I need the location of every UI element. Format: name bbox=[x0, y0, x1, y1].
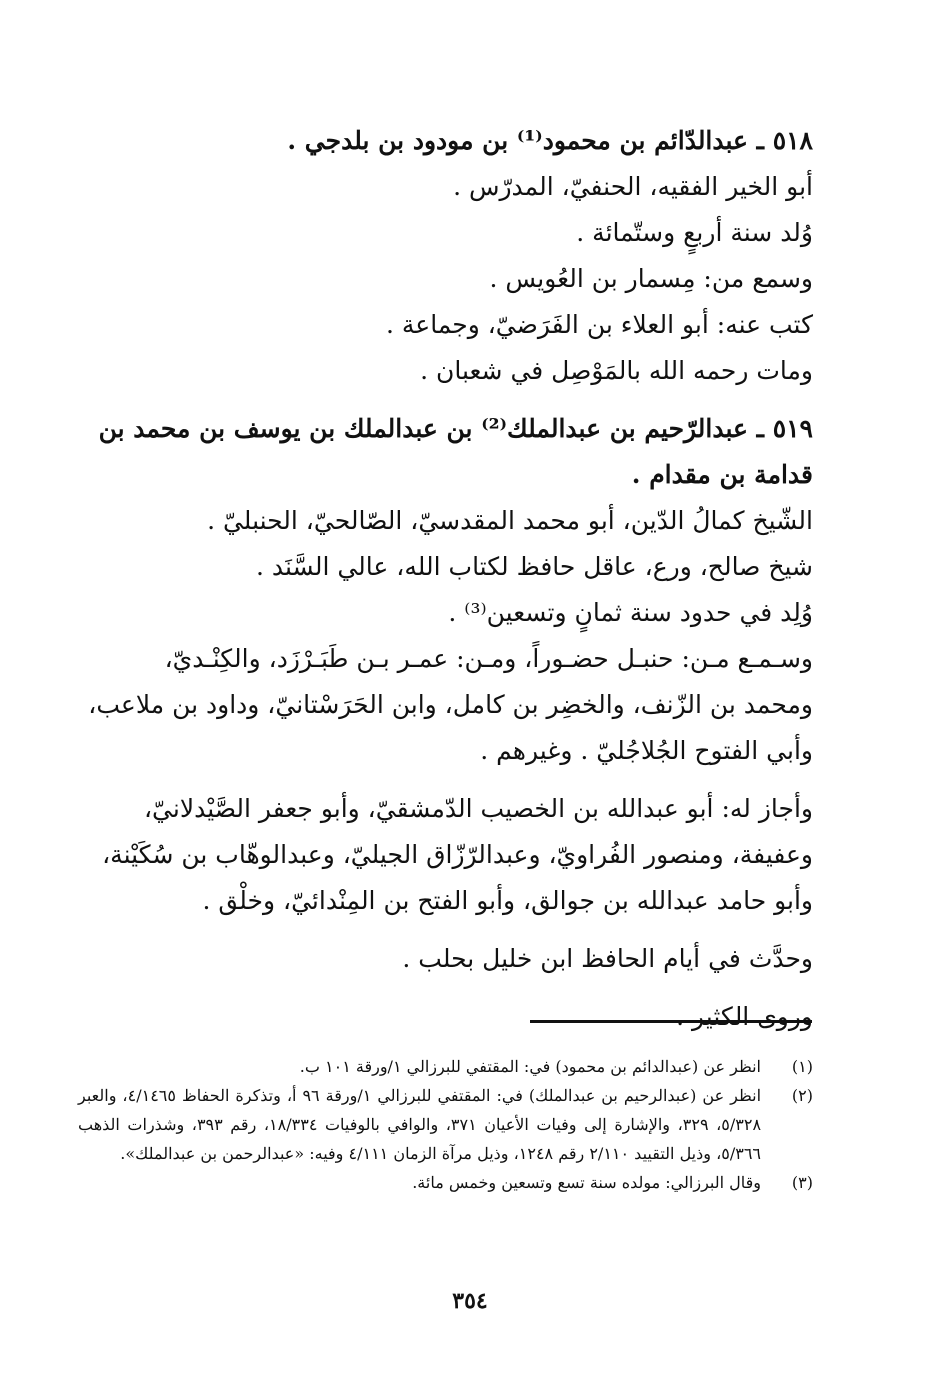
entry-519-heard-line-1: وسـمـع مـن: حنبـل حضـوراً، ومـن: عمـر بـن طَبَـرْزَد، والكِنْـديّ، bbox=[164, 644, 813, 673]
entry-519-ijaza-line-2: وعفيفة، ومنصور الفُراويّ، وعبدالرّزّاق الجيليّ، وعبدالوهّاب بن سُكَيْنة، bbox=[102, 840, 813, 869]
entry-518-kunya: أبو الخير الفقيه، الحنفيّ، المدرّس . bbox=[453, 172, 813, 201]
entry-518-death: ومات رحمه الله بالمَوْصِل في شعبان . bbox=[420, 356, 813, 385]
footnotes bbox=[78, 1052, 813, 1197]
entry-519-heading-line-2: قدامة بن مقدام . bbox=[631, 460, 813, 489]
entry-519-birth: وُلِد في حدود سنة ثمانٍ وتسعين⁽³⁾ . bbox=[448, 598, 813, 627]
entry-519-description: شيخ صالح، ورع، عاقل حافظ لكتاب الله، عالي السَّنَد . bbox=[255, 552, 813, 581]
entry-519-ijaza-line-1: وأجاز له: أبو عبدالله بن الخصيب الدّمشقيّ، وأبو جعفر الصَّيْدلانيّ، bbox=[143, 794, 813, 823]
footnote-3 bbox=[78, 1168, 813, 1197]
footnote-1-text: انظر عن (عبدالدائم بن محمود) في: المقتفي للبرزالي ١/ورقة ١٠١ ب. bbox=[299, 1057, 761, 1076]
page-number: ٣٥٤ bbox=[452, 1288, 488, 1314]
entry-518-students: كتب عنه: أبو العلاء بن الفَرَضيّ، وجماعة . bbox=[385, 310, 813, 339]
entry-519-heading-line-1: ٥١٩ ـ عبدالرّحيم بن عبدالملك⁽²⁾ بن عبدالملك بن يوسف بن محمد بن bbox=[98, 414, 813, 443]
main-text bbox=[78, 118, 813, 1040]
footnote-2-number: (٢) bbox=[791, 1086, 813, 1105]
footnote-1-number: (١) bbox=[791, 1057, 813, 1076]
footnote-2 bbox=[78, 1081, 813, 1168]
entry-519-heard-line-3: وأبي الفتوح الجُلاجُليّ . وغيرهم . bbox=[480, 736, 813, 765]
entry-519-kunya: الشّيخ كمالُ الدّين، أبو محمد المقدسيّ، الصّالحيّ، الحنبليّ . bbox=[207, 506, 813, 535]
entry-519-heard-line-2: ومحمد بن الزّنف، والخضِر بن كامل، وابن الحَرَسْتانيّ، وداود بن ملاعب، bbox=[88, 690, 813, 719]
entry-519-narrated-much: وروى الكثير . bbox=[676, 1002, 813, 1031]
entry-519-narrated: وحدَّث في أيام الحافظ ابن خليل بحلب . bbox=[402, 944, 813, 973]
footnote-separator bbox=[530, 1020, 812, 1023]
footnote-3-number: (٣) bbox=[791, 1173, 813, 1192]
entry-518-birth: وُلد سنة أربعٍ وستّمائة . bbox=[576, 218, 813, 247]
entry-518-heard: وسمع من: مِسمار بن العُويس . bbox=[489, 264, 813, 293]
footnote-2-text: انظر عن (عبدالرحيم بن عبدالملك) في: المقتفي للبرزالي ١/ورقة ٩٦ أ، وتذكرة الحفاظ ٤/١٤٦٥، والعبر ٥/٣٢٨، ٣٢٩، والإشارة إلى وفيات الأعيان ٣٧١، والوافي بالوفيات ١٨/٣٣٤، رقم ٣٩٣، وشذرات الذهب ٥/٣٦٦، وذيل التقييد ٢/١١٠ رقم ١٢٤٨، وذيل مرآة الزمان ٤/١١١ وفيه: «عبدالرحمن بن عبدالملك». bbox=[78, 1086, 762, 1163]
footnote-1 bbox=[78, 1052, 813, 1081]
footnote-3-text: وقال البرزالي: مولده سنة تسع وتسعين وخمس مائة. bbox=[412, 1173, 761, 1192]
entry-519-ijaza-line-3: وأبو حامد عبدالله بن جوالق، وأبو الفتح بن المِنْدائيّ، وخلْق . bbox=[202, 886, 813, 915]
entry-518-heading: ٥١٨ ـ عبدالدّائم بن محمود⁽¹⁾ بن مودود بن بلدجي . bbox=[287, 126, 813, 155]
